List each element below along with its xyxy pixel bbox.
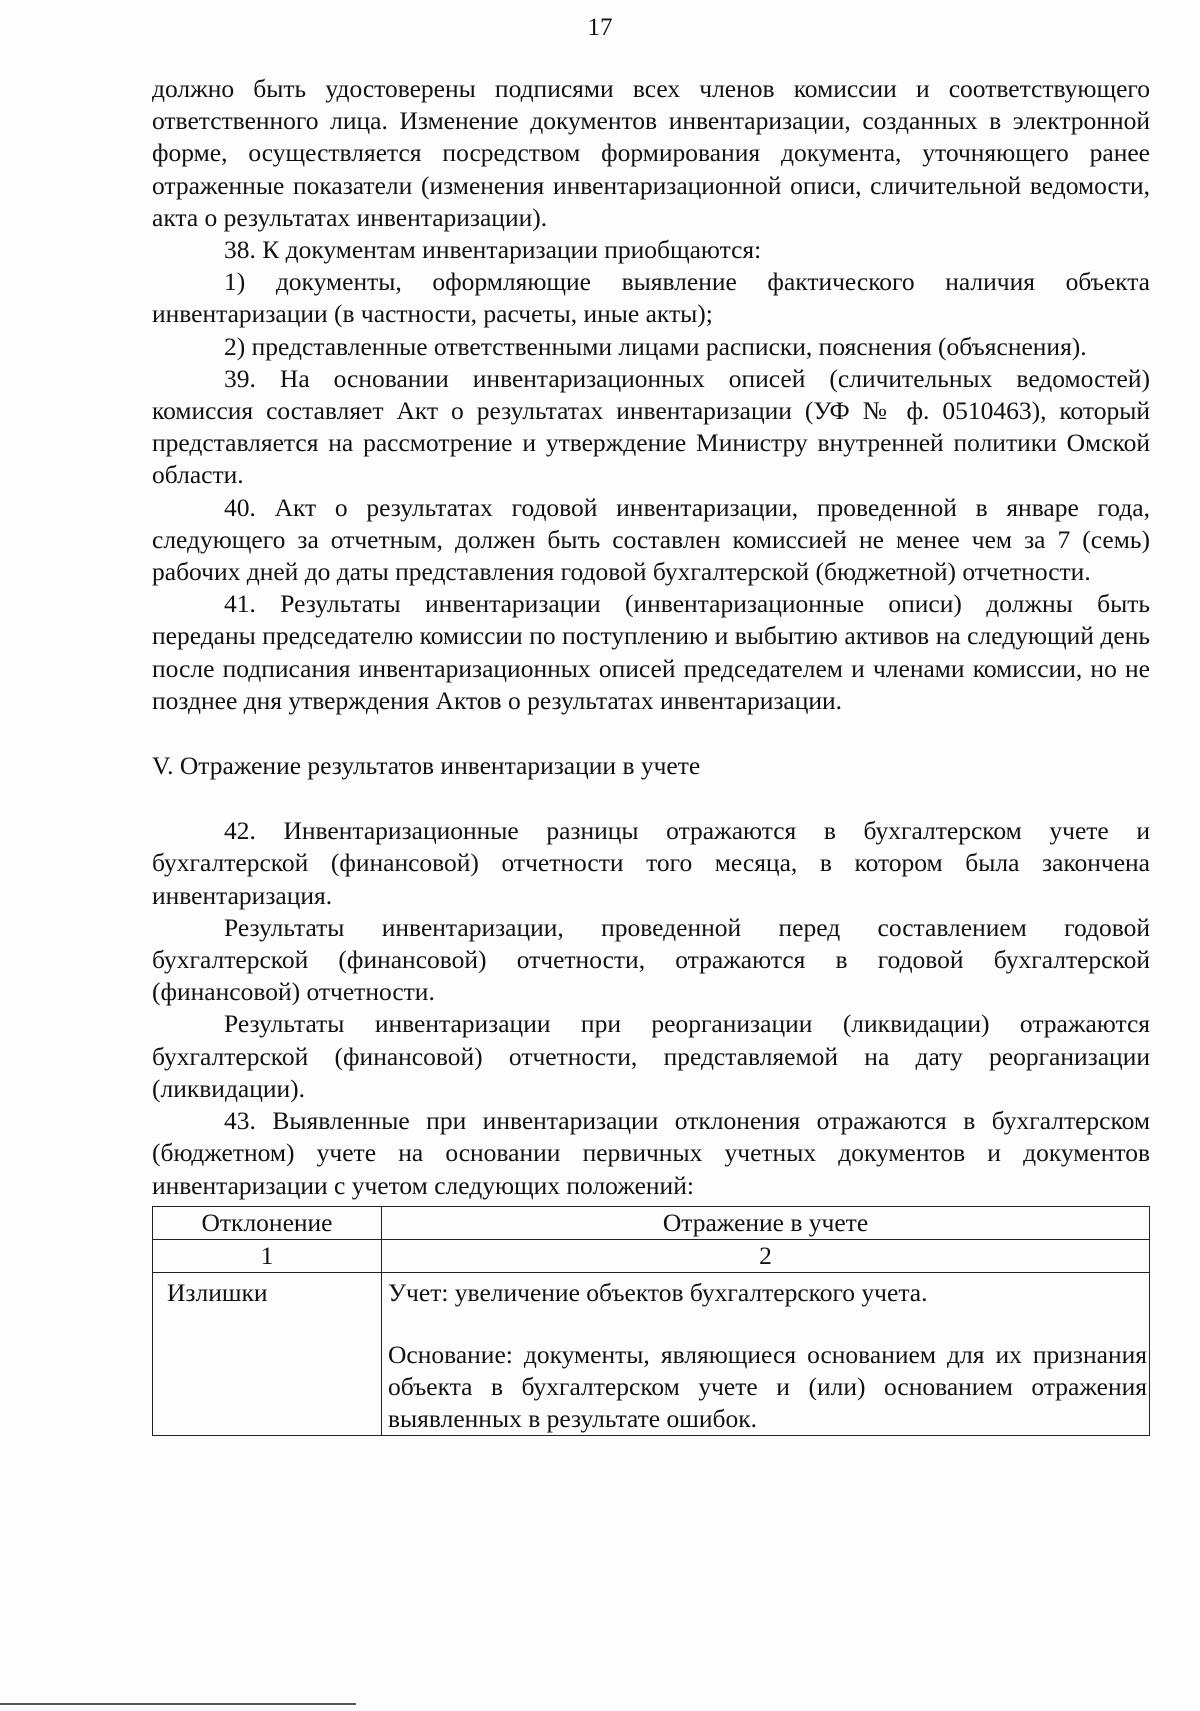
deviation-table — [152, 1206, 1150, 1436]
table-header-deviation: Отклонение — [153, 1206, 382, 1239]
table-row — [153, 1272, 1150, 1435]
table-cell-reflection — [382, 1272, 1150, 1435]
paragraphs-before-section — [152, 73, 1150, 717]
document-body — [152, 73, 1150, 1436]
paragraph: 41. Результаты инвентаризации (инвентаризационные описи) должны быть переданы председателю комиссии по поступлению и выбытию активов на следующий день после подписания инвентаризационных описей председателем и членами комиссии, но не позднее дня утверждения Актов о результатах инвентаризации. — [152, 589, 1150, 715]
table-number-row — [153, 1239, 1150, 1272]
paragraphs-after-section — [152, 815, 1150, 1201]
paragraph: 43. Выявленные при инвентаризации отклонения отражаются в бухгалтерском (бюджетном) учете на основании первичных учетных документов и документов инвентаризации с учетом следующих положений: — [152, 1106, 1150, 1200]
table-column-number-2: 2 — [382, 1239, 1150, 1272]
table-cell-deviation: Излишки — [153, 1272, 382, 1435]
paragraph: 2) представленные ответственными лицами расписки, пояснения (объяснения). — [224, 331, 1087, 361]
paragraph: 38. К документам инвентаризации приобщаются: — [224, 235, 762, 265]
paragraph: должно быть удостоверены подписями всех членов комиссии и соответствующего ответственного лица. Изменение документов инвентаризации, созданных в электронной форме, осуществляется посредством формирования документа, уточняющего ранее отраженные показатели (изменения инвентаризационной описи, сличительной ведомости, акта о результатах инвентаризации). — [152, 74, 1150, 232]
reflection-line: Основание: документы, являющиеся основанием для их признания объекта в бухгалтерском учете и (или) основанием отражения выявленных в результате ошибок. — [388, 1339, 1147, 1433]
paragraph: 42. Инвентаризационные разницы отражаются в бухгалтерском учете и бухгалтерской (финансовой) отчетности того месяца, в котором была закончена инвентаризация. — [152, 816, 1150, 910]
paragraph: Результаты инвентаризации, проведенной перед составлением годовой бухгалтерской (финансовой) отчетности, отражаются в годовой бухгалтерской (финансовой) отчетности. — [152, 912, 1150, 1007]
page-number: 17 — [587, 14, 613, 41]
paragraph: 1) документы, оформляющие выявление фактического наличия объекта инвентаризации (в частности, расчеты, иные акты); — [152, 267, 1150, 329]
table-header-row — [153, 1206, 1150, 1239]
paragraph: 39. На основании инвентаризационных описей (сличительных ведомостей) комиссия составляет Акт о результатах инвентаризации (УФ № ф. 0510463), который представляется на рассмотрение и утверждение Министру внутренней политики Омской области. — [152, 363, 1150, 490]
footnote-divider — [0, 1703, 356, 1705]
table-column-number-1: 1 — [153, 1239, 382, 1272]
table-header-reflection: Отражение в учете — [382, 1206, 1150, 1239]
paragraph: 40. Акт о результатах годовой инвентаризации, проведенной в январе года, следующего за отчетным, должен быть составлен комиссией не менее чем за 7 (семь) рабочих дней до даты представления годовой бухгалтерской (бюджетной) отчетности. — [152, 492, 1150, 587]
paragraph: Результаты инвентаризации при реорганизации (ликвидации) отражаются бухгалтерской (финансовой) отчетности, представляемой на дату реорганизации (ликвидации). — [152, 1009, 1150, 1103]
section-title: V. Отражение результатов инвентаризации в учете — [152, 751, 701, 781]
reflection-line: Учет: увеличение объектов бухгалтерского учета. — [388, 1277, 928, 1307]
